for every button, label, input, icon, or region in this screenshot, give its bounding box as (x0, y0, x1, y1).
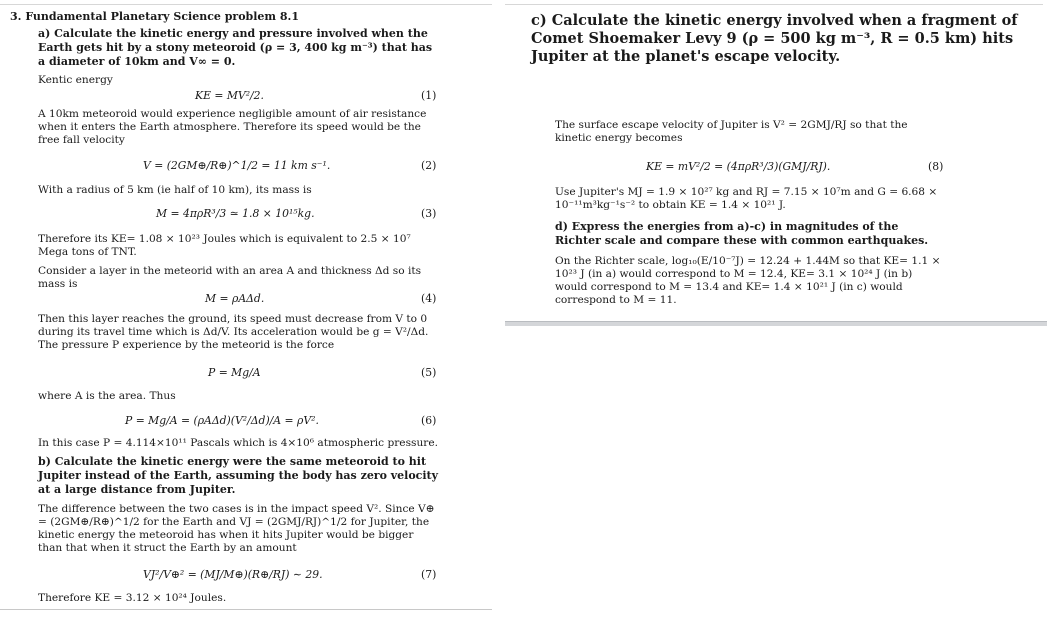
paragraph-9: Therefore KE = 3.12 × 10²⁴ Joules. (38, 592, 227, 604)
page-bottom-bar (505, 321, 1047, 326)
equation-2-number: (2) (421, 159, 437, 172)
equation-4: M = ρAΔd. (205, 292, 265, 305)
equation-8: KE = mV²/2 = (4πρR³/3)(GMJ/RJ). (646, 160, 831, 173)
equation-3: M = 4πρR³/3 ≃ 1.8 × 10¹⁵kg. (156, 207, 315, 220)
equation-8-number: (8) (928, 160, 944, 173)
equation-6-number: (6) (421, 414, 437, 427)
part-c-heading: c) Calculate the kinetic energy involved when a fragment of Comet Shoemaker Levy 9 (ρ = 500 kg m⁻³, R = 0.5 km) hits Jupiter at the planet's escape velocity. (531, 12, 1018, 65)
top-divider (505, 4, 1043, 5)
paragraph-8: The difference between the two cases is in the impact speed V². Since V⊕ = (2GM⊕/R⊕)^1/2 for the Earth and VJ = (2GMJ/RJ)^1/2 for Jupiter, the kinetic energy the meteoroid has when it hits Jupiter would be bigger than that when it struct the Earth by an amount (38, 503, 435, 554)
top-divider (0, 4, 492, 5)
right-page (505, 0, 1061, 330)
equation-3-number: (3) (421, 207, 437, 220)
paragraph-4: Consider a layer in the meteorid with an area A and thickness Δd so its mass is (38, 265, 422, 290)
equation-2: V = (2GM⊕/R⊕)^1/2 = 11 km s⁻¹. (143, 159, 331, 172)
paragraph-6: where A is the area. Thus (38, 390, 176, 402)
equation-7-number: (7) (421, 568, 437, 581)
equation-5-number: (5) (421, 366, 437, 379)
right-paragraph-2: Use Jupiter's MJ = 1.9 × 10²⁷ kg and RJ = 7.15 × 10⁷m and G = 6.68 × 10⁻¹¹m³kg⁻¹s⁻² to obtain KE = 1.4 × 10²¹ J. (555, 186, 938, 211)
part-b-heading: b) Calculate the kinetic energy were the same meteoroid to hit Jupiter instead of the Earth, assuming the body has zero velocity at a large distance from Jupiter. (38, 455, 439, 496)
right-paragraph-3: On the Richter scale, log₁₀(E/10⁻⁷J) = 12.24 + 1.44M so that KE= 1.1 × 10²³ J (in a) would correspond to M = 12.4, KE= 3.1 × 10²⁴ J (in b) would correspond to M = 13.4 and KE= 1.4 × 10²¹ J (in c) would correspond to M = 11. (555, 255, 941, 306)
equation-7: VJ²/V⊕² = (MJ/M⊕)(R⊕/RJ) ∼ 29. (143, 568, 323, 581)
part-d-heading: d) Express the energies from a)-c) in magnitudes of the Richter scale and compare these with common earthquakes. (555, 220, 929, 247)
equation-5: P = Mg/A (208, 366, 261, 379)
paragraph-1: A 10km meteoroid would experience negligible amount of air resistance when it enters the Earth atmosphere. Therefore its speed would be the free fall velocity (38, 108, 427, 146)
equation-1: KE = MV²/2. (195, 89, 264, 102)
problem-title: 3. Fundamental Planetary Science problem 8.1 (10, 10, 300, 23)
part-a-heading: a) Calculate the kinetic energy and pressure involved when the Earth gets hit by a stony meteoroid (ρ = 3, 400 kg m⁻³) that has a diameter of 10km and V∞ = 0. (38, 27, 433, 68)
paragraph-3: Therefore its KE= 1.08 × 10²³ Joules which is equivalent to 2.5 × 10⁷ Mega tons of TNT. (38, 233, 411, 258)
equation-1-number: (1) (421, 89, 437, 102)
right-paragraph-1: The surface escape velocity of Jupiter is V² = 2GMJ/RJ so that the kinetic energy becomes (555, 119, 908, 144)
kentic-label: Kentic energy (38, 74, 113, 86)
equation-4-number: (4) (421, 292, 437, 305)
equation-6: P = Mg/A = (ρAΔd)(V²/Δd)/A = ρV². (125, 414, 319, 427)
left-page (0, 0, 492, 610)
paragraph-5: Then this layer reaches the ground, its speed must decrease from V to 0 during its travel time which is Δd/V. Its acceleration would be g = V²/Δd. The pressure P experience by the meteorid is the force (38, 313, 429, 351)
paragraph-7: In this case P = 4.114×10¹¹ Pascals which is 4×10⁶ atmospheric pressure. (38, 437, 438, 449)
paragraph-2: With a radius of 5 km (ie half of 10 km), its mass is (38, 184, 312, 196)
